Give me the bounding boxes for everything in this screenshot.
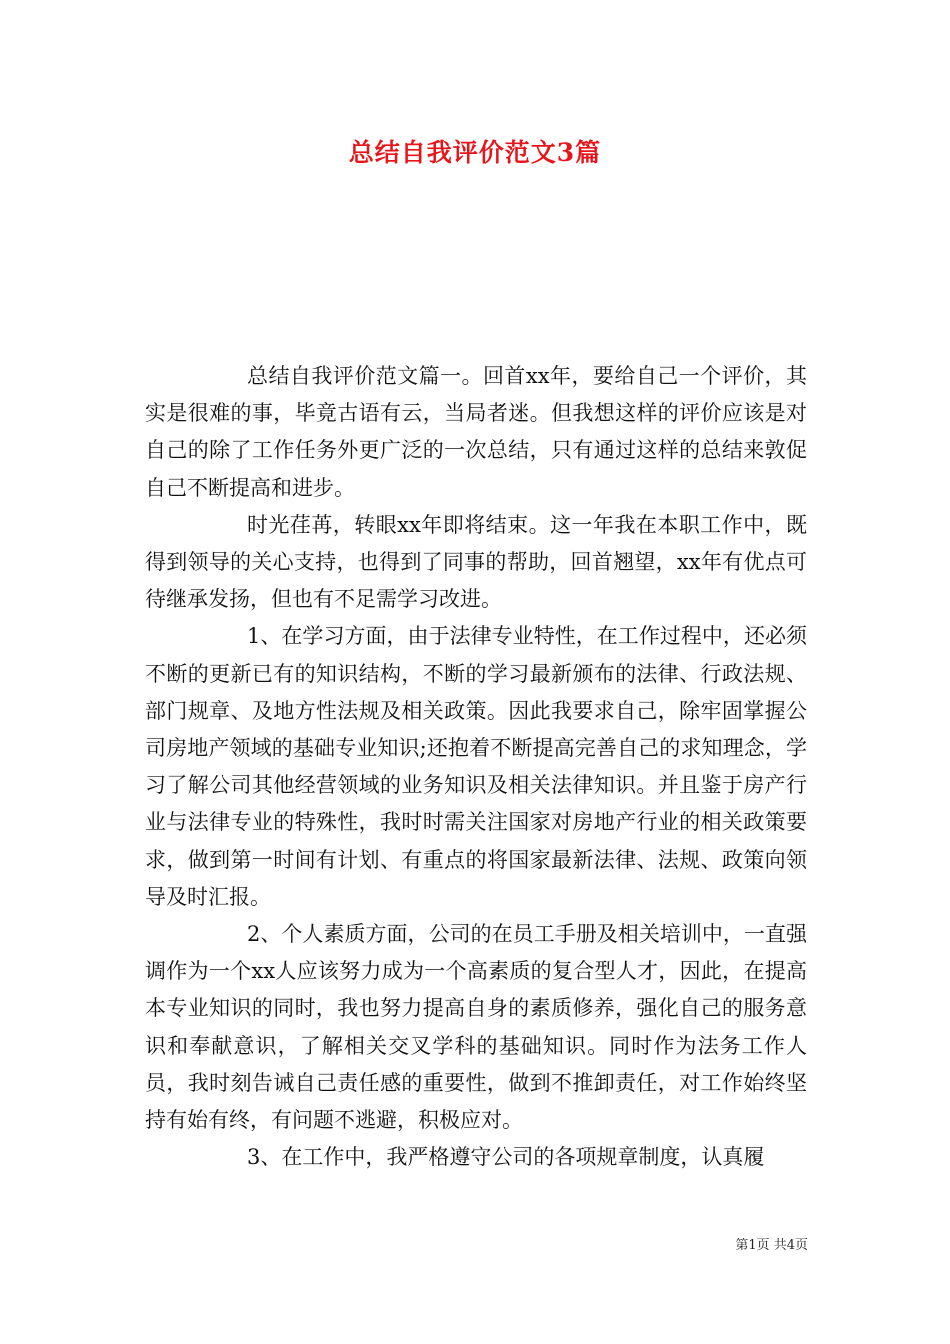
- paragraph-work: 3、在工作中，我严格遵守公司的各项规章制度，认真履: [247, 1145, 765, 1170]
- paragraph-intro: 总结自我评价范文篇一。回首xx年，要给自己一个评价，其实是很难的事，毕竟古语有云，当局者迷。但我想这样的评价应该是对自己的除了工作任务外更广泛的一次总结，只有通过这样的总结来敦促自己不断提高和进步。: [145, 364, 807, 500]
- paragraph-study: 1、在学习方面，由于法律专业特性，在工作过程中，还必须不断的更新已有的知识结构，不断的学习最新颁布的法律、行政法规、部门规章、及地方性法规及相关政策。因此我要求自己，除牢固掌握公司房地产领域的基础专业知识;还抱着不断提高完善自己的求知理念，学习了解公司其他经营领域的业务知识及相关法律知识。并且鉴于房产行业与法律专业的特殊性，我时时需关注国家对房地产行业的相关政策要求，做到第一时间有计划、有重点的将国家最新法律、法规、政策向领导及时汇报。: [145, 624, 807, 909]
- paragraph-time: 时光荏苒，转眼xx年即将结束。这一年我在本职工作中，既得到领导的关心支持，也得到了同事的帮助，回首翘望，xx年有优点可待继承发扬，但也有不足需学习改进。: [145, 512, 807, 612]
- page-number-footer: 第1页 共4页: [735, 1238, 808, 1253]
- paragraph-quality: 2、个人素质方面，公司的在员工手册及相关培训中，一直强调作为一个xx人应该努力成为一个高素质的复合型人才，因此，在提高本专业知识的同时，我也努力提高自身的素质修养，强化自己的服务意识和奉献意识，了解相关交叉学科的基础知识。同时作为法务工作人员，我时刻告诫自己责任感的重要性，做到不推卸责任，对工作始终坚持有始有终，有问题不逃避，积极应对。: [145, 922, 807, 1133]
- document-title: 总结自我评价范文3篇: [348, 138, 602, 167]
- document-body: [145, 358, 807, 1176]
